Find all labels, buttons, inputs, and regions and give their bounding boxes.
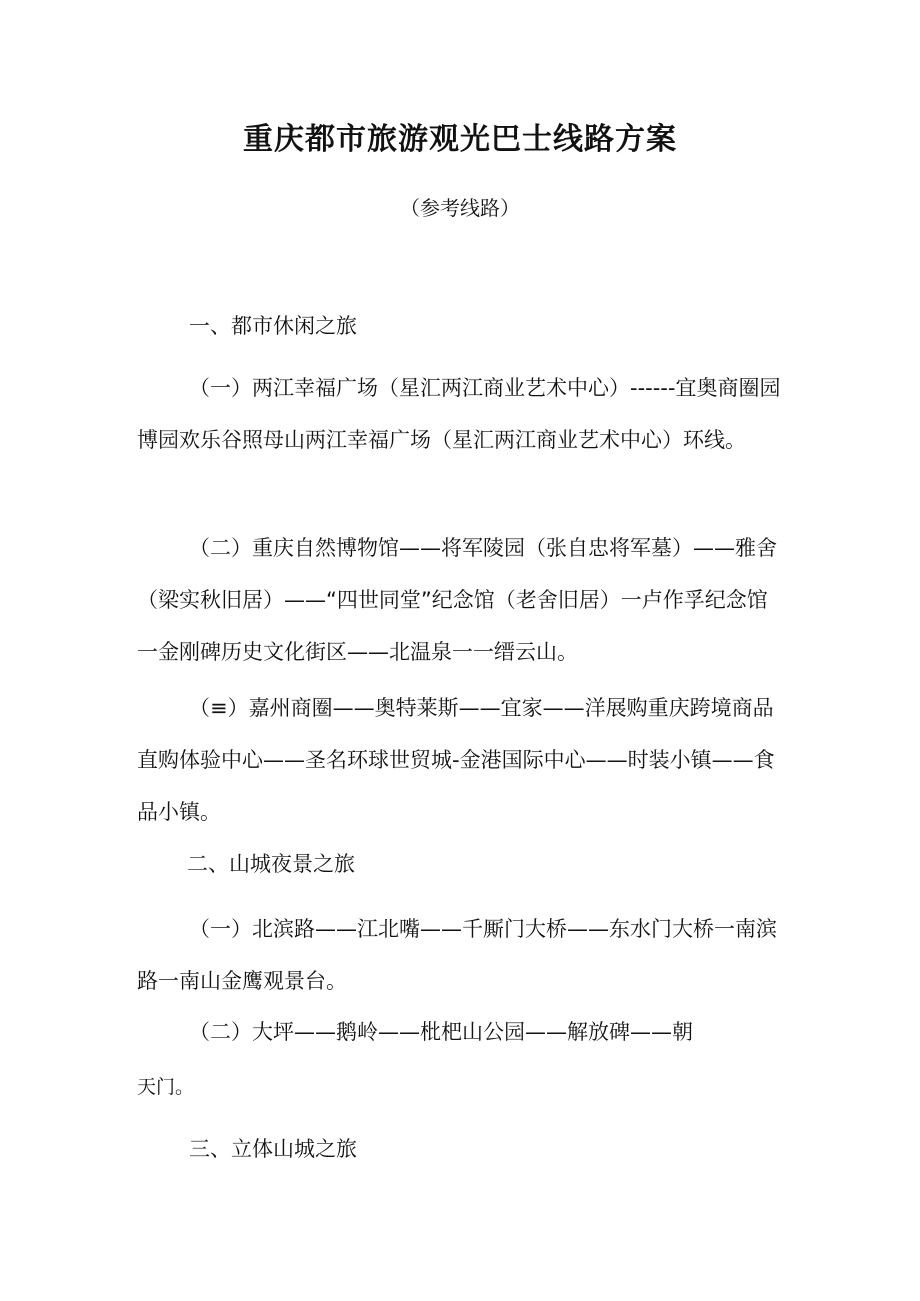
route-paragraph-1-1: （一）两江幸福广场（星汇两江商业艺术中心）------宜奥商圈园博园欢乐谷照母山两江幸福广场（星汇两江商业艺术中心）环线。: [137, 376, 781, 452]
section-heading-2: 二、山城夜景之旅: [187, 852, 355, 876]
route-paragraph-1-2: （二）重庆自然博物馆——将军陵园（张自忠将军墓）——雅舍（梁实秋旧居）——“四世同堂”纪念馆（老舍旧居）一卢作孚纪念馆一金刚碑历史文化街区——北温泉一一缙云山。: [137, 536, 777, 664]
section-heading-3: 三、立体山城之旅: [189, 1137, 357, 1161]
route-paragraph-2-1: （一）北滨路——江北嘴——千厮门大桥——东水门大桥一南滨路一南山金鹰观景台。: [137, 917, 777, 993]
section-heading-1: 一、都市休闲之旅: [189, 314, 357, 338]
route-paragraph-2-2: （二）大坪——鹅岭——枇杷山公园——解放碑——朝: [189, 1020, 693, 1044]
route-paragraph-1-3: （≡）嘉州商圈——奥特莱斯——宜家——洋展购重庆跨境商品直购体验中心——圣名环球世贸城-金港国际中心——时装小镇——食品小镇。: [137, 696, 775, 824]
document-subtitle: （参考线路）: [400, 196, 520, 220]
route-paragraph-2-2-continued: 天门。: [137, 1076, 195, 1098]
document-title: 重庆都市旅游观光巴士线路方案: [243, 122, 677, 157]
